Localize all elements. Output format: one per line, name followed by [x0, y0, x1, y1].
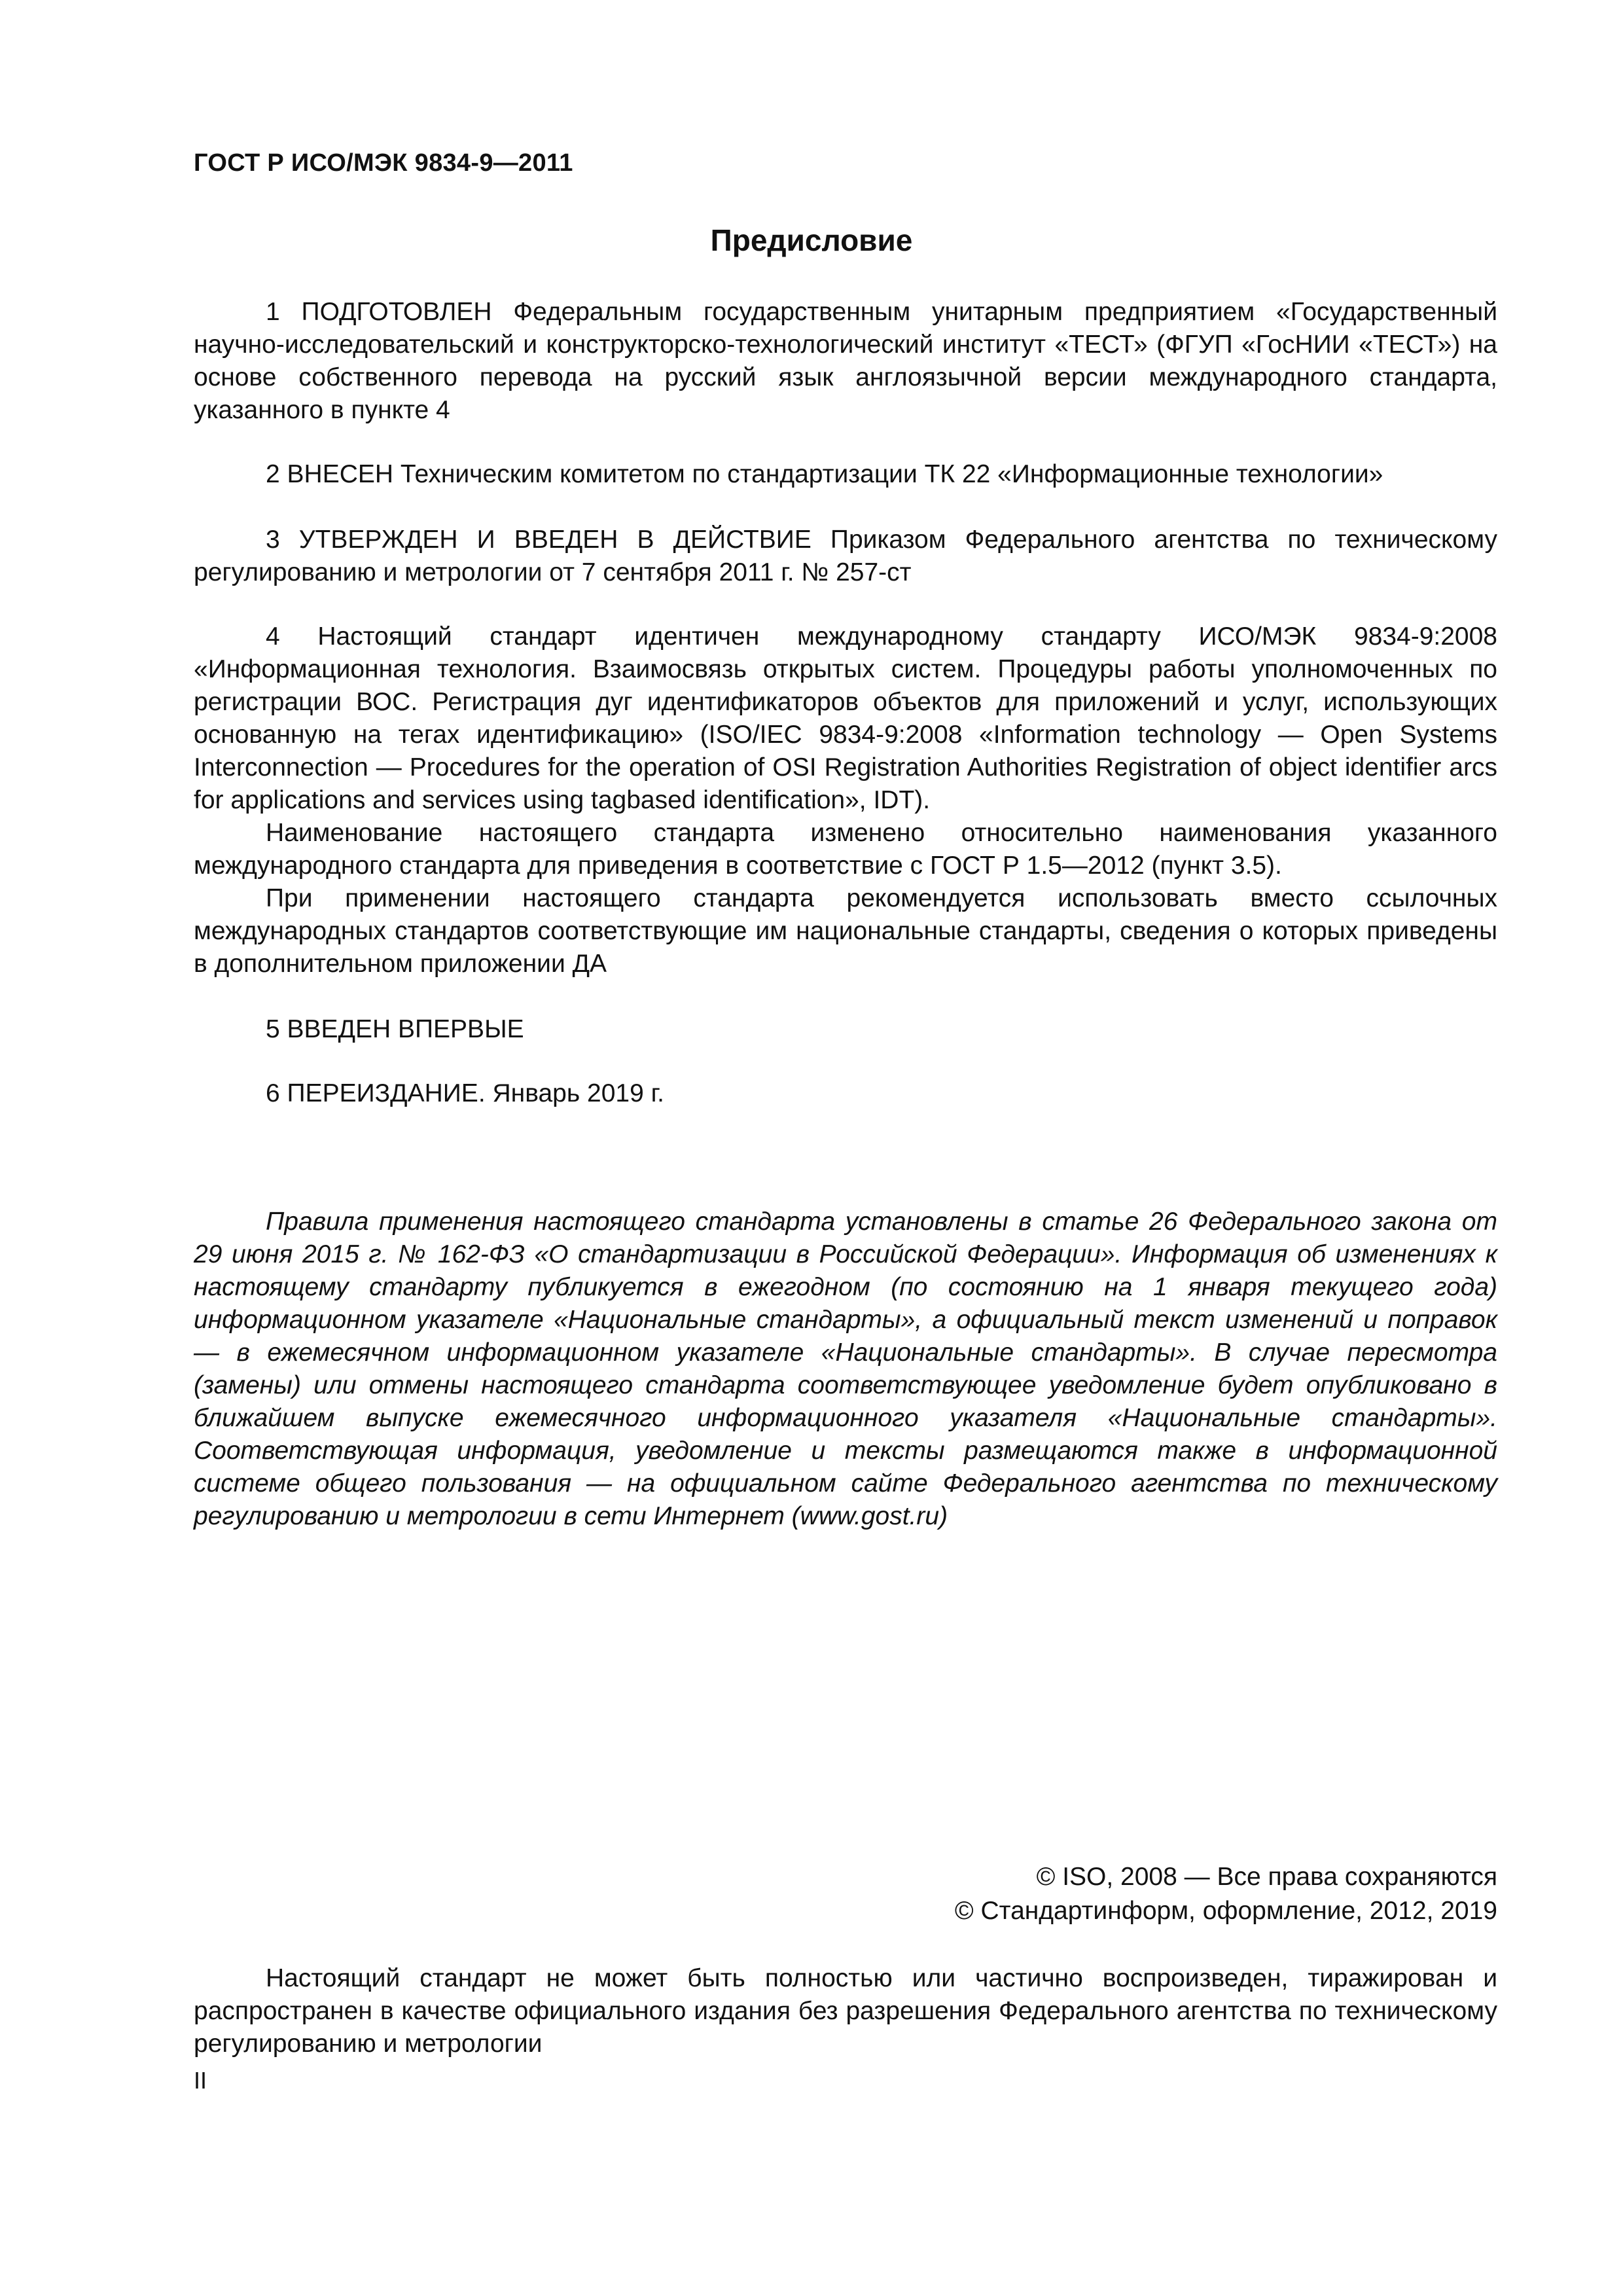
page-number: II: [194, 2067, 207, 2094]
reproduction-paragraph: Настоящий стандарт не может быть полностью или частично воспроизведен, тиражирован и распространен в качестве официального издания без разрешения Федерального агентства по техническому регулированию и метрологии: [194, 1964, 1497, 2058]
application-rules-notice: [194, 1206, 1497, 1533]
foreword-paragraph: 4 Настоящий стандарт идентичен международному стандарту ИСО/МЭК 9834-9:2008 «Информационная технология. Взаимосвязь открытых систем. Процедуры работы уполномоченных по регистрации ВОС. Регистрация дуг идентификаторов объектов для приложений и услуг, использующих основанную на тегах идентификацию» (ISO/IEC 9834-9:2008 «Information technology — Open Systems Interconnection — Procedures for the operation of OSI Registration Authorities Registration of object identifier arcs for applications and services using tagbased identification», IDT).: [194, 622, 1497, 814]
foreword-item-6: [194, 1077, 1497, 1110]
foreword-paragraph: 2 ВНЕСЕН Техническим комитетом по стандартизации ТК 22 «Информационные технологии»: [266, 460, 1383, 488]
foreword-item-4: [194, 620, 1497, 980]
foreword-paragraph: При применении настоящего стандарта рекомендуется использовать вместо ссылочных международных стандартов соответствующие им национальные стандарты, сведения о которых приведены в дополнительном приложении ДА: [194, 884, 1497, 978]
copyright-block: [955, 1860, 1497, 1928]
copyright-line-iso: © ISO, 2008 — Все права сохраняются: [1036, 1863, 1497, 1891]
page-title: Предисловие: [710, 223, 913, 257]
standard-designation-header: ГОСТ Р ИСО/МЭК 9834-9—2011: [194, 149, 573, 177]
foreword-item-2: [194, 458, 1497, 491]
foreword-item-5: [194, 1013, 1497, 1046]
copyright-line-standartinform: © Стандартинформ, оформление, 2012, 2019: [954, 1897, 1497, 1925]
foreword-paragraph: Наименование настоящего стандарта изменено относительно наименования указанного международного стандарта для приведения в соответствие с ГОСТ Р 1.5—2012 (пункт 3.5).: [194, 819, 1497, 880]
foreword-paragraph: 1 ПОДГОТОВЛЕН Федеральным государственным унитарным предприятием «Государственный научно-исследовательский и конструкторско-технологический институт «ТЕСТ» (ФГУП «ГосНИИ «ТЕСТ») на основе собственного перевода на русский язык англоязычной версии международного стандарта, указанного в пункте 4: [194, 298, 1497, 424]
foreword-item-1: [194, 296, 1497, 427]
foreword-paragraph: 3 УТВЕРЖДЕН И ВВЕДЕН В ДЕЙСТВИЕ Приказом Федерального агентства по техническому регулированию и метрологии от 7 сентября 2011 г. № 257-ст: [194, 526, 1497, 586]
notice-paragraph: Правила применения настоящего стандарта установлены в статье 26 Федерального закона от 29 июня 2015 г. № 162-ФЗ «О стандартизации в Российской Федерации». Информация об изменениях к настоящему стандарту публикуется в ежегодном (по состоянию на 1 января текущего года) информационном указателе «Национальные стандарты», а официальный текст изменений и поправок — в ежемесячном информационном указателе «Национальные стандарты». В случае пересмотра (замены) или отмены настоящего стандарта соответствующее уведомление будет опубликовано в ближайшем выпуске ежемесячного информационного указателя «Национальные стандарты». Соответствующая информация, уведомление и тексты размещаются также в информационной системе общего пользования — на официальном сайте Федерального агентства по техническому регулированию и метрологии в сети Интернет (www.gost.ru): [194, 1208, 1497, 1530]
reproduction-notice: [194, 1962, 1497, 2060]
foreword-paragraph: 6 ПЕРЕИЗДАНИЕ. Январь 2019 г.: [266, 1079, 664, 1107]
foreword-item-3: [194, 524, 1497, 589]
foreword-paragraph: 5 ВВЕДЕН ВПЕРВЫЕ: [266, 1015, 524, 1043]
